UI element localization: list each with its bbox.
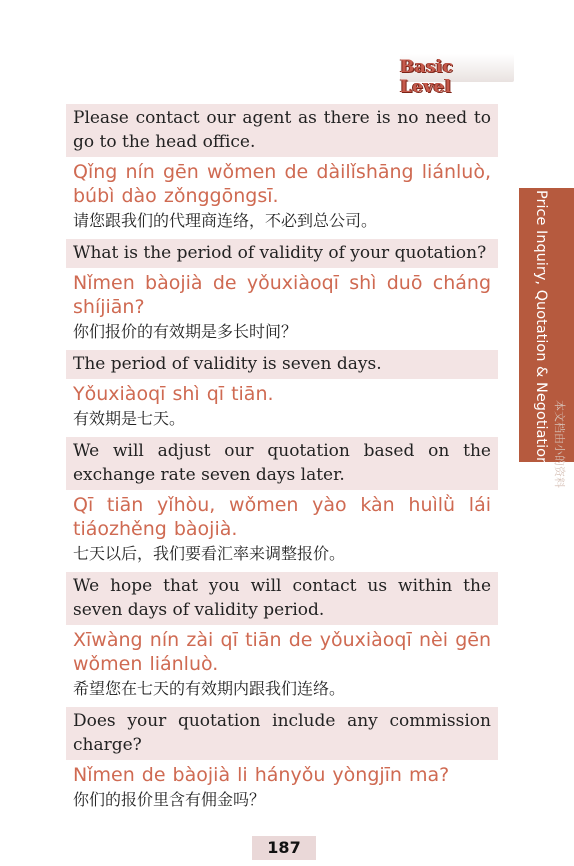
english-sentence: We will adjust our quotation based on the exchange rate seven days later. xyxy=(66,437,498,490)
pinyin-sentence: Nǐmen bàojià de yǒuxiàoqī shì duō cháng shíjiān? xyxy=(73,272,491,318)
chinese-sentence: 有效期是七天。 xyxy=(73,409,186,428)
phrase-entry xyxy=(66,572,498,700)
chinese-sentence: 七天以后，我们要看汇率来调整报价。 xyxy=(73,544,346,563)
pinyin-sentence: Nǐmen de bàojià li hányǒu yòngjīn ma? xyxy=(73,764,450,786)
phrase-entry xyxy=(66,104,498,232)
english-sentence: Please contact our agent as there is no need to go to the head office. xyxy=(66,104,498,157)
english-sentence: What is the period of validity of your quotation? xyxy=(66,239,498,268)
english-sentence: We hope that you will contact us within the seven days of validity period. xyxy=(66,572,498,625)
phrase-entry xyxy=(66,239,498,343)
level-label: Basic Level xyxy=(400,57,454,97)
page-number: 187 xyxy=(252,836,316,860)
watermark-text: 本文档由小的资料 xyxy=(553,400,566,488)
english-sentence: Does your quotation include any commission charge? xyxy=(66,707,498,760)
english-sentence: The period of validity is seven days. xyxy=(66,350,498,379)
phrase-list xyxy=(66,104,498,818)
pinyin-sentence: Xīwàng nín zài qī tiān de yǒuxiàoqī nèi gēn wǒmen liánluò. xyxy=(73,629,491,675)
chapter-title: Price Inquiry, Quotation & Negotiation xyxy=(533,190,549,467)
level-banner xyxy=(400,54,514,97)
phrase-entry xyxy=(66,707,498,811)
chinese-sentence: 你们的报价里含有佣金吗？ xyxy=(73,790,266,809)
chinese-sentence: 请您跟我们的代理商连络，不必到总公司。 xyxy=(73,211,378,230)
chinese-sentence: 你们报价的有效期是多长时间？ xyxy=(73,322,298,341)
pinyin-sentence: Yǒuxiàoqī shì qī tiān. xyxy=(73,383,274,405)
pinyin-sentence: Qǐng nín gēn wǒmen de dàilǐshāng liánluò, búbì dào zǒnggōngsī. xyxy=(73,161,491,207)
phrase-entry xyxy=(66,437,498,565)
pinyin-sentence: Qī tiān yǐhòu, wǒmen yào kàn huìlǜ lái tiáozhěng bàojià. xyxy=(73,494,491,540)
phrase-entry xyxy=(66,350,498,430)
chinese-sentence: 希望您在七天的有效期内跟我们连络。 xyxy=(73,679,346,698)
